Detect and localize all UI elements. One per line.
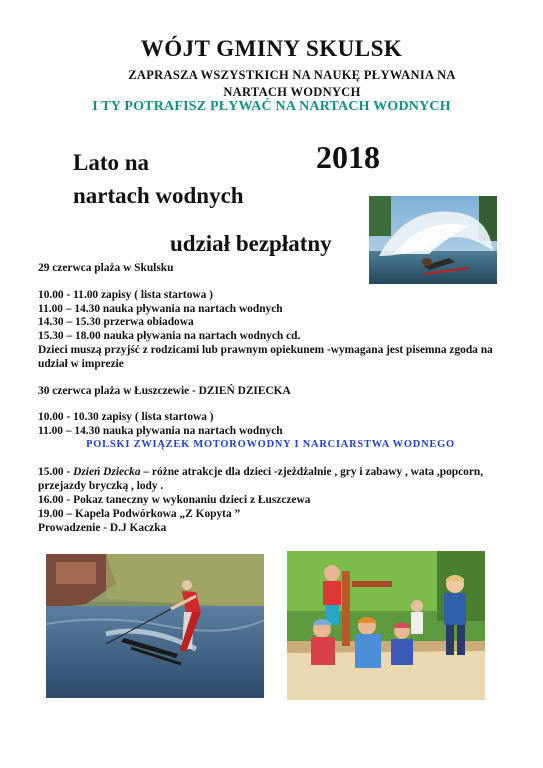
event-time: 15.00 -	[38, 466, 74, 478]
schedule-item: 14.30 – 15.30 przerwa obiadowa	[38, 316, 194, 329]
day1-schedule	[38, 262, 518, 439]
schedule-item: 10.00 - 10.30 zapisy ( lista startowa )	[38, 411, 214, 424]
summer-line-1: Lato na	[73, 150, 150, 175]
event-childrens-day	[38, 465, 518, 479]
summer-line-2: nartach wodnych	[73, 183, 244, 208]
event-description-continued: przejazdy bryczką , lody .	[38, 480, 164, 492]
invitation-line-1: ZAPRASZA WSZYSTKICH NA NAUKĘ PŁYWANIA NA	[128, 68, 456, 82]
event-host: Prowadzenie - D.J Kaczka	[38, 522, 167, 534]
organizer-name: POLSKI ZWIĄZEK MOTOROWODNY I NARCIARSTWA WODNEGO	[86, 439, 455, 450]
invitation-text	[92, 67, 492, 101]
event-description: – różne atrakcje dla dzieci -zjeżdżalnie , gry i zabawy , wata ,popcorn,	[140, 466, 484, 478]
schedule-item: 11.00 – 14.30 nauka pływania na nartach wodnych	[38, 425, 283, 438]
schedule-item: 10.00 - 11.00 zapisy ( lista startowa )	[38, 288, 213, 301]
year-label: 2018	[316, 139, 380, 175]
children-playground-photo	[287, 551, 485, 700]
schedule-item: 11.00 – 14.30 nauka pływania na nartach wodnych	[38, 302, 283, 315]
events-list	[38, 465, 518, 535]
tagline: I TY POTRAFISZ PŁYWAĆ NA NARTACH WODNYCH	[92, 99, 451, 114]
page-title: WÓJT GMINY SKULSK	[140, 36, 403, 61]
parent-consent-note: Dzieci muszą przyjść z rodzicami lub prawnym opiekunem -wymagana jest pisemna zgoda na udział w imprezie	[38, 343, 493, 370]
event-band: 19.00 – Kapela Podwórkowa „Z Kopyta ”	[38, 508, 241, 520]
free-participation-label: udział bezpłatny	[170, 231, 332, 256]
schedule-item: 15.30 – 18.00 nauka pływania na nartach wodnych cd.	[38, 330, 301, 343]
event-title: Dzień Dziecka	[73, 466, 141, 478]
summer-heading	[73, 146, 293, 212]
invitation-line-2: NARTACH WODNYCH	[223, 85, 361, 99]
day2-heading: 30 czerwca plaża w Łuszczewie - DZIEŃ DZIECKA	[38, 384, 291, 397]
water-skier-photo	[46, 554, 264, 698]
event-dance-show: 16.00 - Pokaz taneczny w wykonaniu dzieci z Łuszczewa	[38, 494, 311, 506]
day1-heading: 29 czerwca plaża w Skulsku	[38, 262, 174, 274]
